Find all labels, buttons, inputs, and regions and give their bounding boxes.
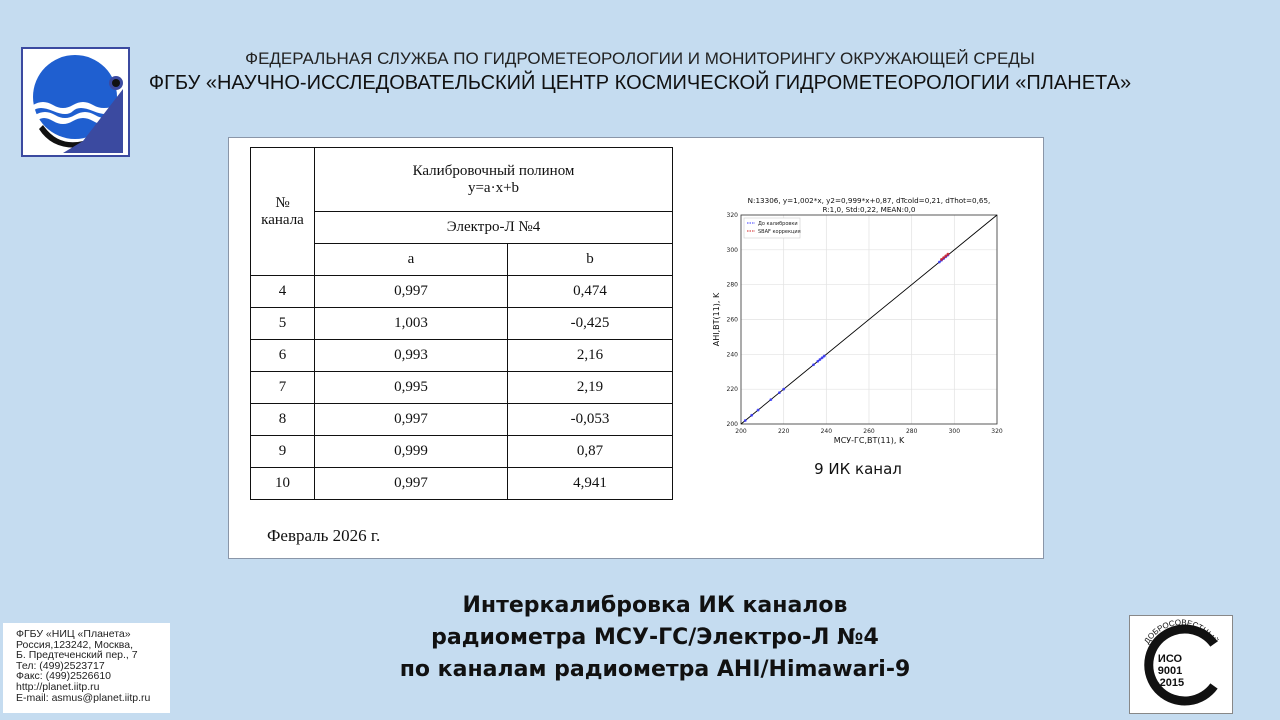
coef-a-cell: 0,997 bbox=[315, 468, 508, 500]
x-tick-label: 240 bbox=[820, 428, 833, 435]
coef-a-cell: 0,995 bbox=[315, 372, 508, 404]
coef-a-cell: 1,003 bbox=[315, 308, 508, 340]
x-tick-label: 300 bbox=[948, 428, 961, 435]
table-row bbox=[251, 372, 673, 404]
content-panel bbox=[228, 137, 1044, 559]
chart-subtitle: R:1,0, Std:0,22, MEAN:0,0 bbox=[822, 205, 916, 214]
contact-info bbox=[3, 623, 170, 713]
data-point bbox=[757, 409, 760, 412]
y-tick-label: 220 bbox=[726, 386, 738, 394]
table-row bbox=[251, 276, 673, 308]
polynomial-header-cell bbox=[315, 148, 673, 212]
table-row bbox=[251, 468, 673, 500]
contact-line: Россия,123242, Москва, bbox=[16, 638, 133, 651]
contact-email[interactable]: E-mail: asmus@planet.iitp.ru bbox=[16, 691, 151, 704]
y-tick-label: 300 bbox=[726, 246, 738, 254]
data-point bbox=[812, 363, 815, 366]
table-row bbox=[251, 308, 673, 340]
polynomial-header-formula: y=a·x+b bbox=[467, 179, 520, 196]
data-point bbox=[823, 355, 826, 358]
contact-line: Факс: (499)2526610 bbox=[16, 670, 112, 683]
coef-b-cell: 4,941 bbox=[508, 468, 673, 500]
data-point bbox=[947, 253, 950, 256]
column-a-header: a bbox=[315, 244, 508, 276]
polynomial-header-title: Калибровочный полином bbox=[412, 162, 575, 179]
scatter-chart bbox=[695, 190, 1005, 452]
column-b-header: b bbox=[508, 244, 673, 276]
y-tick-label: 240 bbox=[726, 351, 738, 359]
channel-cell: 8 bbox=[251, 404, 315, 436]
contact-line: ФГБУ «НИЦ «Планета» bbox=[16, 628, 131, 640]
contact-line: Тел: (499)2523717 bbox=[16, 659, 105, 672]
data-point bbox=[744, 419, 747, 422]
iso-top-text: ДОБРОСОВЕСТНЫЙ bbox=[1142, 617, 1220, 646]
iso-line1: ИСО bbox=[1157, 653, 1183, 665]
iso-badge bbox=[1129, 615, 1233, 714]
planeta-logo-icon bbox=[21, 47, 130, 157]
y-axis-label: AHI,BT(11), K bbox=[712, 292, 721, 347]
data-point bbox=[778, 391, 781, 394]
x-tick-label: 220 bbox=[777, 428, 790, 435]
x-tick-label: 320 bbox=[991, 428, 1003, 435]
x-axis-label: МСУ-ГС,BT(11), K bbox=[833, 436, 905, 445]
table-row bbox=[251, 436, 673, 468]
contact-link[interactable]: http://planet.iitp.ru bbox=[16, 680, 100, 693]
y-tick-label: 200 bbox=[726, 421, 738, 428]
slide-title-line2: радиометра МСУ-ГС/Электро-Л №4 bbox=[431, 625, 879, 650]
slide-title-line1: Интеркалибровка ИК каналов bbox=[462, 593, 848, 618]
coef-b-cell: 2,16 bbox=[508, 340, 673, 372]
header-center-name: ФГБУ «НАУЧНО-ИССЛЕДОВАТЕЛЬСКИЙ ЦЕНТР КОСМИЧЕСКОЙ ГИДРОМЕТЕОРОЛОГИИ «ПЛАНЕТА» bbox=[148, 72, 1132, 94]
table-row bbox=[251, 404, 673, 436]
coef-a-cell: 0,993 bbox=[315, 340, 508, 372]
iso-line3: -2015 bbox=[1155, 677, 1185, 689]
calibration-table bbox=[250, 147, 673, 500]
chart-title: N:13306, y=1,002*x, y2=0,999*x+0,87, dTcold=0,21, dThot=0,65, bbox=[747, 196, 991, 205]
x-tick-label: 260 bbox=[863, 428, 875, 435]
iso-line2: 9001 bbox=[1157, 665, 1183, 677]
y-tick-label: 280 bbox=[726, 281, 738, 289]
satellite-header: Электро-Л №4 bbox=[315, 212, 673, 244]
data-point bbox=[769, 398, 772, 401]
chart-caption: 9 ИК канал bbox=[814, 460, 902, 478]
channel-header-label: канала bbox=[261, 211, 304, 228]
iso-bottom-text: ПОСТАВЩИК bbox=[1158, 692, 1204, 705]
legend-label: До калибровки bbox=[758, 221, 798, 227]
channel-cell: 7 bbox=[251, 372, 315, 404]
x-tick-label: 200 bbox=[735, 428, 747, 435]
date-label: Февраль 2026 г. bbox=[267, 526, 381, 545]
slide-title-line3: по каналам радиометра AHI/Himawari-9 bbox=[399, 657, 911, 682]
coef-b-cell: -0,053 bbox=[508, 404, 673, 436]
channel-cell: 6 bbox=[251, 340, 315, 372]
y-tick-label: 320 bbox=[726, 212, 738, 219]
coef-a-cell: 0,999 bbox=[315, 436, 508, 468]
data-point bbox=[782, 388, 785, 391]
channel-header-no: № bbox=[275, 194, 290, 211]
data-point bbox=[750, 414, 753, 417]
table-row bbox=[251, 340, 673, 372]
chart-svg bbox=[695, 190, 1005, 452]
coef-b-cell: 0,474 bbox=[508, 276, 673, 308]
channel-cell: 5 bbox=[251, 308, 315, 340]
y-tick-label: 260 bbox=[726, 316, 738, 324]
coef-a-cell: 0,997 bbox=[315, 276, 508, 308]
legend-label: SBAF коррекция bbox=[758, 229, 801, 235]
channel-cell: 4 bbox=[251, 276, 315, 308]
coef-b-cell: 0,87 bbox=[508, 436, 673, 468]
coef-b-cell: -0,425 bbox=[508, 308, 673, 340]
channel-cell: 9 bbox=[251, 436, 315, 468]
channel-cell: 10 bbox=[251, 468, 315, 500]
x-tick-label: 280 bbox=[905, 428, 918, 435]
header-agency-name: ФЕДЕРАЛЬНАЯ СЛУЖБА ПО ГИДРОМЕТЕОРОЛОГИИ И МОНИТОРИНГУ ОКРУЖАЮЩЕЙ СРЕДЫ bbox=[245, 49, 1035, 68]
coef-a-cell: 0,997 bbox=[315, 404, 508, 436]
contact-line: Б. Предтеченский пер., 7 bbox=[16, 649, 138, 662]
channel-header-cell bbox=[251, 148, 315, 276]
coef-b-cell: 2,19 bbox=[508, 372, 673, 404]
